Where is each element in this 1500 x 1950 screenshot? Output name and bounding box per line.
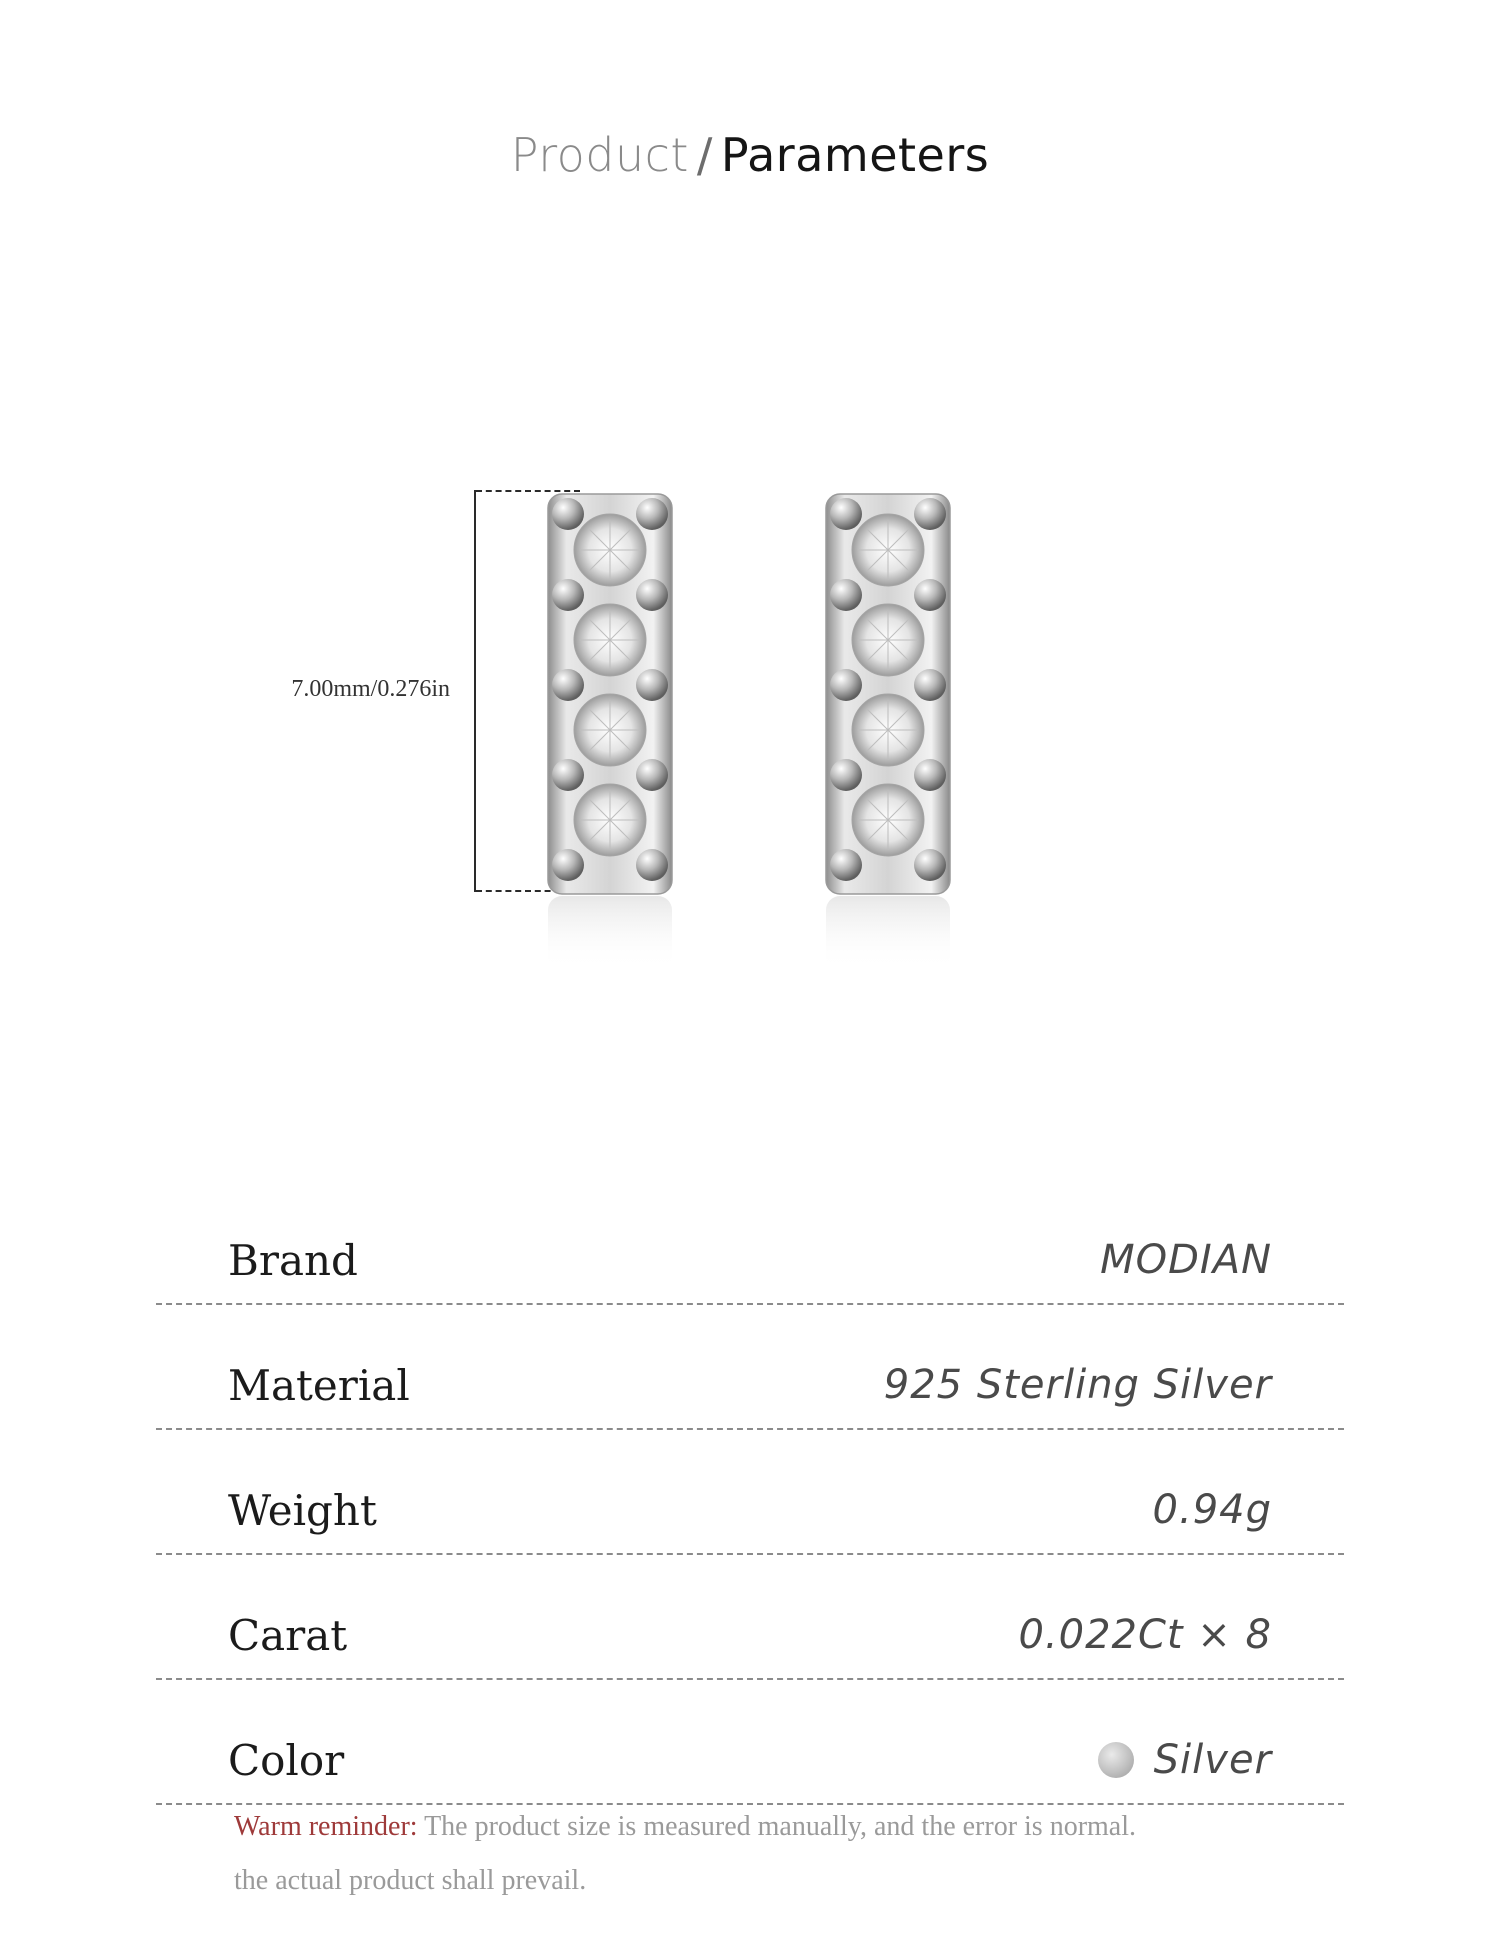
dimension-label: 7.00mm/0.276in bbox=[291, 676, 450, 702]
param-key: Color bbox=[228, 1736, 345, 1785]
param-key: Weight bbox=[228, 1486, 377, 1535]
param-row-carat bbox=[156, 1555, 1344, 1680]
color-value-text: Silver bbox=[1153, 1737, 1272, 1783]
param-key: Carat bbox=[228, 1611, 348, 1660]
earring-left-image bbox=[540, 490, 680, 970]
param-row-color bbox=[156, 1680, 1344, 1805]
param-value bbox=[1098, 1737, 1272, 1783]
color-swatch bbox=[1098, 1742, 1134, 1778]
param-value: 0.94g bbox=[1152, 1487, 1272, 1533]
title-product: Product bbox=[510, 128, 689, 182]
warm-reminder bbox=[234, 1800, 1294, 1908]
param-value: 925 Sterling Silver bbox=[883, 1362, 1272, 1408]
param-value: 0.022Ct × 8 bbox=[1018, 1612, 1272, 1658]
title-parameters: Parameters bbox=[720, 128, 990, 182]
param-value: MODIAN bbox=[1100, 1237, 1272, 1283]
title-separator: / bbox=[696, 128, 713, 182]
parameters-table bbox=[156, 1180, 1344, 1805]
param-key: Brand bbox=[228, 1236, 358, 1285]
earring-right-image bbox=[818, 490, 958, 970]
param-row-brand bbox=[156, 1180, 1344, 1305]
reminder-line2: the actual product shall prevail. bbox=[234, 1865, 587, 1896]
param-key: Material bbox=[228, 1361, 410, 1410]
reminder-label: Warm reminder: bbox=[234, 1811, 418, 1842]
page-title bbox=[0, 128, 1500, 182]
param-row-weight bbox=[156, 1430, 1344, 1555]
param-row-material bbox=[156, 1305, 1344, 1430]
reminder-line1: The product size is measured manually, and the error is normal. bbox=[424, 1811, 1137, 1842]
